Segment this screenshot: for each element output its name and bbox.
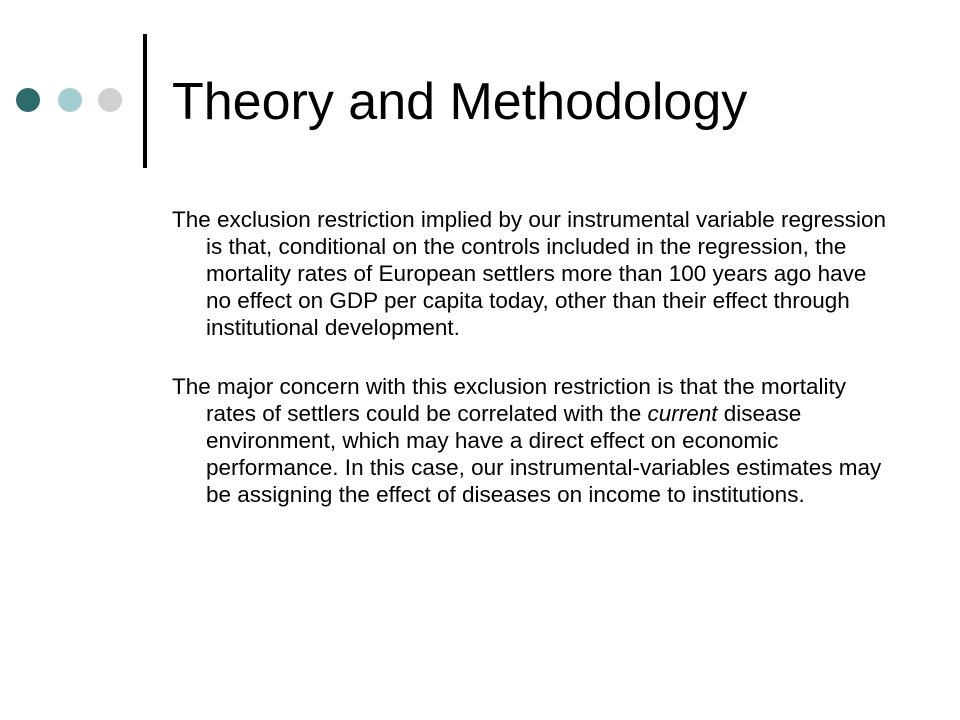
slide-body	[172, 206, 892, 540]
paragraph-exclusion-restriction: The exclusion restriction implied by our instrumental variable regression is that, conditional on the controls included in the regression, the mortality rates of European settlers more than 100 years ago have no effect on GDP per capita today, other than their effect through institutional development.	[172, 207, 887, 340]
emphasis-current: current	[647, 401, 718, 426]
slide-title: Theory and Methodology	[172, 73, 748, 131]
paragraph-major-concern	[172, 373, 892, 508]
paragraph-text-before: The major concern with this exclusion restriction is that the mortality rates of settlers could be correlated with the	[172, 374, 847, 426]
paragraph-text-after: disease environment, which may have a direct effect on economic performance. In this case, our instrumental-variables estimates may be assigning the effect of diseases on income to institutions.	[206, 401, 882, 507]
title-divider	[143, 34, 147, 168]
accent-dot-light	[58, 88, 82, 112]
accent-dot-gray	[98, 88, 122, 112]
accent-dot-dark	[16, 88, 40, 112]
